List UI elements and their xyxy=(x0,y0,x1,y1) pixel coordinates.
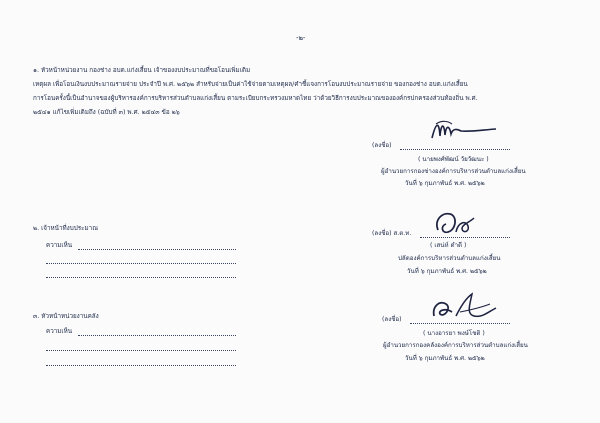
section3-opinion-line-3 xyxy=(46,365,236,366)
section2-date: วันที่ ๖ กุมภาพันธ์ พ.ศ. ๒๕๖๒ xyxy=(407,268,487,275)
signature-1-icon xyxy=(430,118,498,142)
section1-signer-position: ผู้อำนวยการกองช่างองค์การบริหารส่วนตำบลแก่งเสี้ยน xyxy=(381,168,526,175)
section1-authority-line: การโอนครั้งนี้เป็นอำนาจของผู้บริหารองค์การบริหารส่วนตำบลแก่งเสี้ยน ตามระเบียบกระทรวงมหาดไทย ว่าด้วยวิธีการงบประมาณขององค์กรปกครองส่วนท้องถิ่น พ.ศ. xyxy=(33,95,478,102)
section1-date: วันที่ ๖ กุมภาพันธ์ พ.ศ. ๒๕๖๒ xyxy=(405,180,485,187)
section3-signer-position: ผู้อำนวยการกองคลังองค์การบริหารส่วนตำบลแก่งเสี้ยน xyxy=(383,342,528,349)
section3-opinion-line-2 xyxy=(46,350,236,351)
section1-signature-line xyxy=(400,149,510,150)
section1-sign-label: (ลงชื่อ) xyxy=(372,142,392,149)
section1-signer-name: ( นายพงศ์พัฒน์ วัยวัฒนะ ) xyxy=(418,156,489,163)
page-number: -๒- xyxy=(296,34,306,42)
signature-2-icon xyxy=(432,208,476,238)
section2-sign-label: (ลงชื่อ) ส.ต.ท. xyxy=(372,230,412,237)
section2-signature-line xyxy=(420,237,510,238)
section3-date: วันที่ ๖ กุมภาพันธ์ พ.ศ. ๒๕๖๒ xyxy=(405,355,485,362)
section1-regulation-line: ๒๕๔๑ แก้ไขเพิ่มเติมถึง (ฉบับที่ ๓) พ.ศ. ๒๕๔๓ ข้อ ๒๖ xyxy=(33,109,180,116)
section3-sign-label: (ลงชื่อ) xyxy=(382,316,402,323)
section2-heading: ๒. เจ้าหน้าที่งบประมาณ xyxy=(33,225,99,232)
section2-opinion-line-2 xyxy=(46,263,236,264)
section2-signer-position: ปลัดองค์การบริหารส่วนตำบลแก่งเสี้ยน xyxy=(398,255,501,262)
section3-signer-name: ( นางอารยา พงษ์โชติ ) xyxy=(423,330,485,337)
section2-opinion-label: ความเห็น xyxy=(46,242,73,249)
section1-reason-line: เหตุผล เพื่อโอนเงินงบประมาณรายจ่าย ประจำปี พ.ศ. ๒๕๖๒ สำหรับจ่ายเป็นค่าใช้จ่ายตามเหตุผล/คำชี้แจงการโอนงบประมาณรายจ่าย ของกองช่าง อบต.แก่งเสี้ยน xyxy=(33,81,468,88)
section2-opinion-line-3 xyxy=(46,277,236,278)
section3-signature-line xyxy=(410,323,510,324)
section2-opinion-line-1 xyxy=(78,249,236,250)
signature-3-icon xyxy=(430,290,500,324)
section3-opinion-label: ความเห็น xyxy=(46,328,73,335)
section2-signer-name: ( เสน่ห์ ดำดี ) xyxy=(430,242,467,249)
section1-heading: ๑. หัวหน้าหน่วยงาน กองช่าง อบต.แก่งเสี้ยน เจ้าของงบประมาณที่ขอโอนเพิ่มเติม xyxy=(33,67,251,74)
section3-heading: ๓. หัวหน้าหน่วยงานคลัง xyxy=(33,313,99,320)
section3-opinion-line-1 xyxy=(78,335,236,336)
